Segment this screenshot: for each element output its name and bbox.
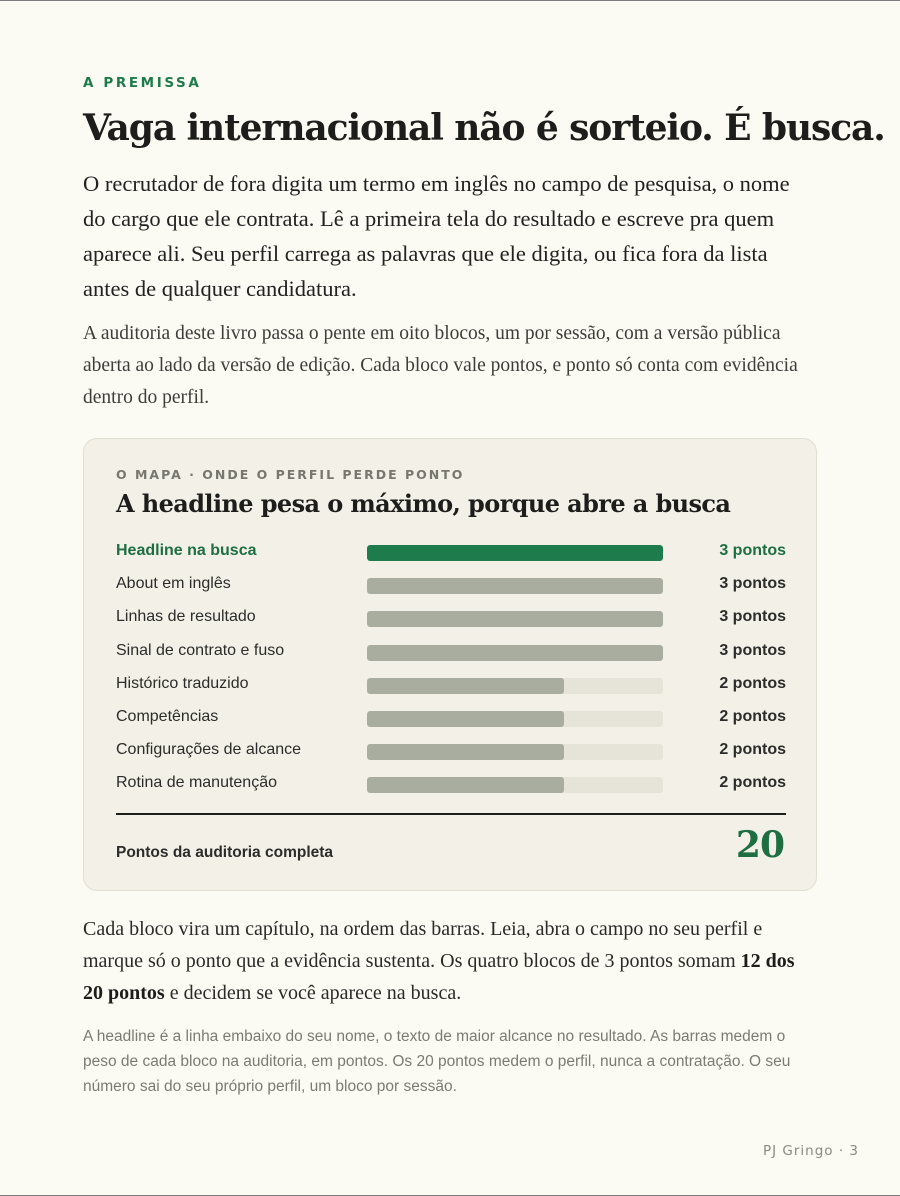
bar-label: Rotina de manutenção [116, 774, 277, 792]
bar-value-label: 3 pontos [719, 641, 786, 659]
bar-label: Histórico traduzido [116, 674, 249, 692]
total-divider [116, 813, 786, 815]
bar [367, 611, 663, 627]
bar-label: Sinal de contrato e fuso [116, 641, 285, 659]
closing-text-before: Cada bloco vira um capítulo, na ordem das barras. Leia, abra o campo no seu perfil e marque só o ponto que a evidência sustenta. Os quatro blocos de 3 pontos somam [83, 918, 763, 972]
bar-track [367, 611, 663, 627]
card-eyebrow: O MAPA · ONDE O PERFIL PERDE PONTO [116, 467, 465, 482]
chart-row [116, 637, 786, 670]
chart-row [116, 703, 786, 736]
bar-value-label: 3 pontos [719, 542, 786, 559]
bar-track [367, 777, 663, 793]
bar-value-label: 3 pontos [719, 575, 786, 593]
bar [367, 645, 663, 661]
bar-track [367, 578, 663, 594]
section-eyebrow: A PREMISSA [83, 75, 202, 91]
bar [367, 678, 564, 694]
bar-label: Headline na busca [116, 542, 257, 559]
bar-track [367, 678, 663, 694]
card-title: A headline pesa o máximo, porque abre a busca [116, 489, 731, 518]
footnote: A headline é a linha embaixo do seu nome, o texto de maior alcance no resultado. As barras medem o peso de cada bloco na auditoria, em pontos. Os 20 pontos medem o perfil, nunca a contratação. O seu número sai do seu próprio perfil, um bloco por sessão. [83, 1028, 791, 1095]
map-card [83, 438, 817, 891]
chart-row [116, 670, 786, 703]
chart-row [116, 769, 786, 802]
bar [367, 545, 663, 561]
lede-paragraph: O recrutador de fora digita um termo em inglês no campo de pesquisa, o nome do cargo que ele contrata. Lê a primeira tela do resultado e escreve pra quem aparece ali. Seu perfil carrega as palavras que ele digita, ou fica fora da lista antes de qualquer candidatura. [83, 171, 790, 301]
bar-track [367, 645, 663, 661]
bar-value-label: 2 pontos [719, 774, 786, 792]
bar-chart [116, 537, 786, 803]
bar-value-label: 2 pontos [719, 741, 786, 759]
closing-paragraph [83, 913, 817, 1009]
bar [367, 711, 564, 727]
closing-text-after: e decidem se você aparece na busca. [164, 982, 462, 1004]
bar [367, 744, 564, 760]
total-label: Pontos da auditoria completa [116, 844, 334, 861]
chart-row [116, 736, 786, 769]
body-paragraph: A auditoria deste livro passa o pente em oito blocos, um por sessão, com a versão pública aberta ao lado da versão de edição. Cada bloco vale pontos, e ponto só conta com evidência dentro do perfil. [83, 323, 798, 408]
chart-row [116, 570, 786, 603]
bar-label: Linhas de resultado [116, 608, 256, 626]
bar-track [367, 545, 663, 561]
bar-track [367, 711, 663, 727]
page-folio: PJ Gringo · 3 [762, 1143, 859, 1159]
chart-row [116, 603, 786, 636]
bar-value-label: 2 pontos [719, 674, 786, 692]
bar-value-label: 3 pontos [719, 608, 786, 626]
bar-label: Competências [116, 707, 219, 725]
closing-bold-text: 12 dos 20 pontos [83, 950, 795, 1004]
bar-track [367, 744, 663, 760]
bar-value-label: 2 pontos [719, 707, 786, 725]
page-headline: Vaga internacional não é sorteio. É busca. [83, 107, 885, 149]
bar [367, 777, 564, 793]
total-value: 20 [735, 824, 784, 866]
bar-label: About em inglês [116, 575, 231, 593]
bar-label: Configurações de alcance [116, 741, 302, 759]
bar [367, 578, 663, 594]
chart-row [116, 537, 786, 570]
